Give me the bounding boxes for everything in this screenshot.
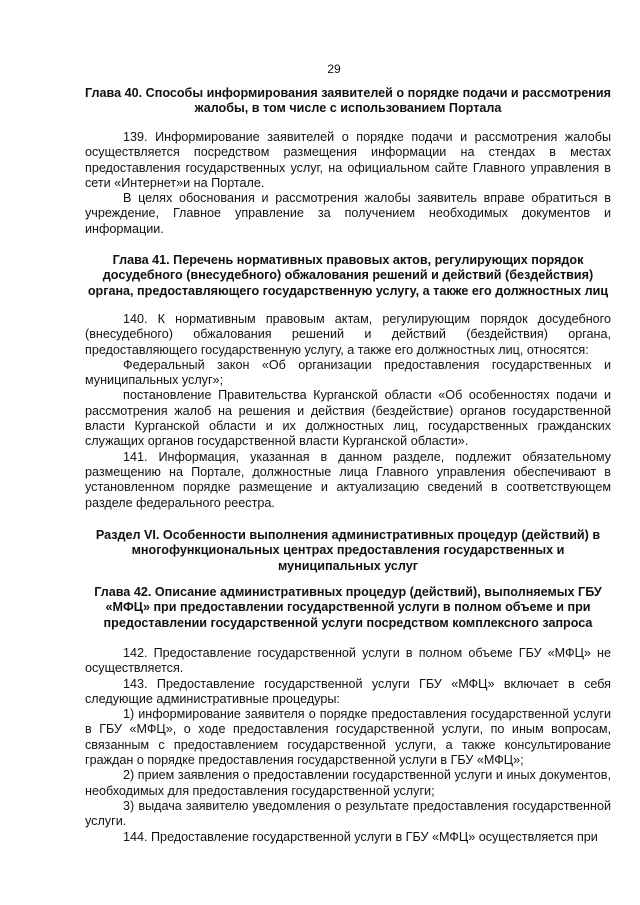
chapter-42-title: Глава 42. Описание административных процедур (действий), выполняемых ГБУ «МФЦ» при предоставлении государственной услуги в полном объеме и при предоставлении государственной услуги посредством комплексного запроса <box>94 585 602 630</box>
chapter-42 <box>85 585 611 631</box>
chapter-40-body <box>85 130 611 237</box>
paragraph-139: 139. Информирование заявителей о порядке подачи и рассмотрения жалобы осуществляется посредством размещения информации на стендах в местах предоставления государственных услуг, на официальном сайте Главного управления в сети «Интернет»и на Портале. <box>85 130 611 190</box>
paragraph-140: 140. К нормативным правовым актам, регулирующим порядок досудебного (внесудебного) обжалования решений и действий (бездействия) органа, предоставляющего государственную услугу, а также его должностных лиц, относятся: <box>85 312 611 357</box>
chapter-40-title: Глава 40. Способы информирования заявителей о порядке подачи и рассмотрения жалобы, в том числе с использованием Портала <box>85 86 611 116</box>
chapter-41-title: Глава 41. Перечень нормативных правовых актов, регулирующих порядок досудебного (внесудебного) обжалования решений и действий (бездействия) органа, предоставляющего государственную услугу, а также его должностных лиц <box>87 253 609 298</box>
section-6 <box>85 528 611 574</box>
paragraph-143-1: 1) информирование заявителя о порядке предоставления государственной услуги в ГБУ «МФЦ», о ходе предоставления государственной услуги, по иным вопросам, связанным с предоставлением государственной услуги, а также консультирование граждан о порядке предоставления государственной услуги в ГБУ «МФЦ»; <box>85 707 611 768</box>
paragraph-141: 141. Информация, указанная в данном разделе, подлежит обязательному размещению на Портале, должностные лица Главного управления обеспечивают в установленном порядке размещение и актуализацию сведений в соответствующем разделе федерального реестра. <box>85 449 611 510</box>
paragraph-140-b: постановление Правительства Курганской области «Об особенностях подачи и рассмотрения жалоб на решения и действия (бездействие) органов государственной власти Курганской области и их должностных лиц, государственных гражданских служащих органов государственной власти Курганской области». <box>85 388 611 449</box>
paragraph-139-b: В целях обоснования и рассмотрения жалобы заявитель вправе обратиться в учреждение, Главное управление за получением необходимых документов и информации. <box>85 191 611 236</box>
paragraph-142: 142. Предоставление государственной услуги в полном объеме ГБУ «МФЦ» не осуществляется. <box>85 646 611 676</box>
paragraph-144: 144. Предоставление государственной услуги в ГБУ «МФЦ» осуществляется при <box>123 829 598 844</box>
chapter-41 <box>85 253 611 299</box>
section-6-title: Раздел VI. Особенности выполнения административных процедур (действий) в многофункциональных центрах предоставления государственных и муниципальных услуг <box>95 528 601 573</box>
paragraph-143-3: 3) выдача заявителю уведомления о результате предоставления государственной услуги. <box>85 798 611 829</box>
chapter-40 <box>85 86 611 117</box>
chapter-42-body <box>85 646 611 845</box>
page-number: 29 <box>327 62 341 76</box>
paragraph-140-a: Федеральный закон «Об организации предоставления государственных и муниципальных услуг»; <box>85 357 611 388</box>
paragraph-143-2: 2) прием заявления о предоставлении государственной услуги и иных документов, необходимых для предоставления государственной услуги; <box>85 768 611 798</box>
chapter-41-body <box>85 312 611 511</box>
paragraph-143: 143. Предоставление государственной услуги ГБУ «МФЦ» включает в себя следующие административные процедуры: <box>85 676 611 706</box>
